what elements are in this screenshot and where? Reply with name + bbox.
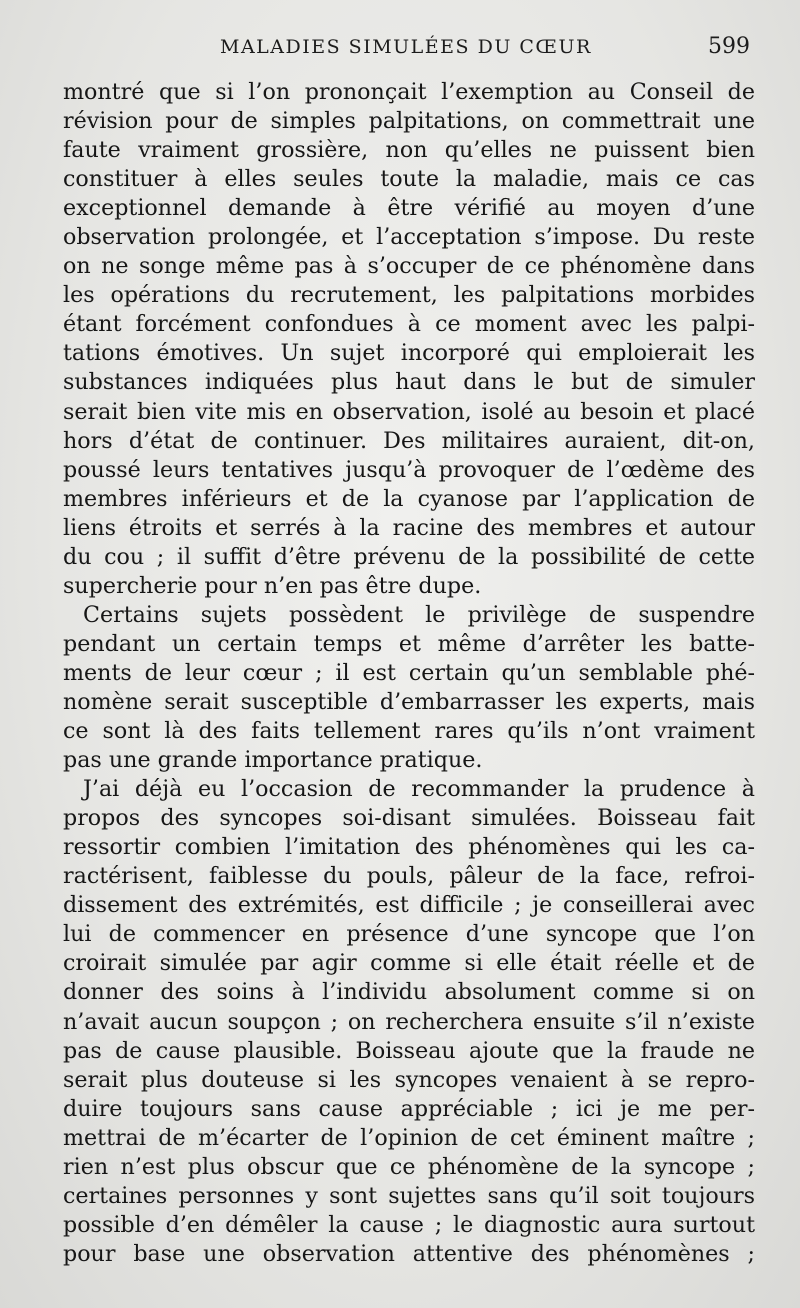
text-line: poussé leurs tentatives jusqu’à provoquer de l’œdème des (63, 456, 755, 483)
text-line: exceptionnel demande à être vérifié au moyen d’une (63, 195, 755, 222)
text-line: lui de commencer en présence d’une syncope que l’on (63, 921, 755, 948)
text-line: n’avait aucun soupçon ; on recherchera ensuite s’il n’existe (63, 1008, 755, 1035)
text-line: possible d’en démêler la cause ; le diagnostic aura surtout (63, 1211, 755, 1238)
text-line: donner des soins à l’individu absolument comme si on (63, 979, 755, 1006)
text-line: serait bien vite mis en observation, isolé au besoin et placé (63, 398, 755, 425)
text-line: ractérisent, faiblesse du pouls, pâleur de la face, refroi- (63, 863, 755, 890)
text-line: J’ai déjà eu l’occasion de recommander la prudence à (83, 776, 755, 803)
text-line: substances indiquées plus haut dans le but de simuler (63, 369, 755, 396)
text-line: ce sont là des faits tellement rares qu’ils n’ont vraiment (63, 718, 755, 745)
text-line: les opérations du recrutement, les palpitations morbides (63, 282, 755, 309)
text-line: pas de cause plausible. Boisseau ajoute que la fraude ne (63, 1037, 755, 1064)
text-line: constituer à elles seules toute la maladie, mais ce cas (63, 166, 755, 193)
text-line: supercherie pour n’en pas être dupe. (63, 572, 482, 599)
text-line: ments de leur cœur ; il est certain qu’un semblable phé- (63, 659, 755, 686)
text-line: pour base une observation attentive des phénomènes ; (63, 1240, 755, 1267)
page-header (0, 34, 800, 70)
text-line: montré que si l’on prononçait l’exemption au Conseil de (63, 79, 755, 105)
text-line: on ne songe même pas à s’occuper de ce phénomène dans (63, 253, 755, 280)
text-line: croirait simulée par agir comme si elle était réelle et de (63, 950, 755, 977)
text-line: propos des syncopes soi-disant simulées. Boisseau fait (63, 805, 755, 832)
text-line: révision pour de simples palpitations, on commettrait une (63, 108, 755, 135)
text-line: mettrai de m’écarter de l’opinion de cet éminent maître ; (63, 1124, 755, 1151)
text-line: dissement des extrémités, est difficile ; je conseillerai avec (63, 892, 755, 919)
text-line: duire toujours sans cause appréciable ; ici je me per- (63, 1095, 755, 1122)
text-line: ressortir combien l’imitation des phénomènes qui les ca- (63, 834, 755, 861)
text-line: étant forcément confondues à ce moment avec les palpi- (63, 311, 755, 338)
text-line: serait plus douteuse si les syncopes venaient à se repro- (63, 1066, 755, 1093)
text-line: rien n’est plus obscur que ce phénomène de la syncope ; (63, 1153, 755, 1180)
text-line: tations émotives. Un sujet incorporé qui emploierait les (63, 340, 755, 367)
text-line: hors d’état de continuer. Des militaires auraient, dit-on, (63, 427, 755, 454)
text-line: Certains sujets possèdent le privilège de suspendre (83, 601, 755, 628)
body-text (63, 78, 755, 1269)
text-line: membres inférieurs et de la cyanose par l’application de (63, 485, 755, 512)
text-line: pas une grande importance pratique. (63, 747, 483, 774)
text-line: liens étroits et serrés à la racine des membres et autour (63, 514, 755, 541)
text-line: du cou ; il suffit d’être prévenu de la possibilité de cette (63, 543, 755, 570)
text-line: faute vraiment grossière, non qu’elles ne puissent bien (63, 137, 755, 164)
text-line: certaines personnes y sont sujettes sans qu’il soit toujours (63, 1182, 755, 1209)
text-line: pendant un certain temps et même d’arrêter les batte- (63, 630, 755, 657)
page-number: 599 (708, 34, 750, 59)
text-line: nomène serait susceptible d’embarrasser les experts, mais (63, 688, 755, 715)
running-head: MALADIES SIMULÉES DU CŒUR (220, 36, 592, 58)
text-line: observation prolongée, et l’acceptation s’impose. Du reste (63, 224, 755, 251)
